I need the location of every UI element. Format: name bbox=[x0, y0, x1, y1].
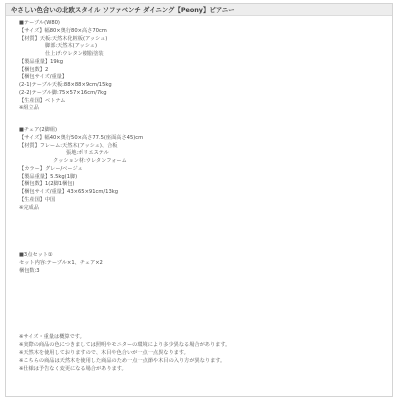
spec-line: 【材質】天板:天然木化粧板(アッシュ) bbox=[19, 35, 108, 42]
spec-line: ※組立品 bbox=[19, 105, 39, 112]
note-line: ※実際の商品の色につきましては照明やモニターの環境により多少異なる場合があります。 bbox=[19, 341, 231, 348]
spec-line: 梱包数:3 bbox=[19, 267, 40, 274]
spec-line: 脚部:天然木(アッシュ) bbox=[45, 43, 98, 50]
spec-line: 【梱包サイズ/重量】43×65×91cm/13kg bbox=[19, 189, 119, 195]
spec-line: 仕上げ:ウレタン樹脂塗装 bbox=[45, 51, 104, 57]
spec-line: ■テーブル(W80) bbox=[19, 20, 60, 26]
spec-line: 【生産国】中国 bbox=[19, 196, 56, 203]
spec-line: ■チェア(2脚組) bbox=[19, 127, 58, 133]
spec-line: 【サイズ】幅80×奥行80×高さ70cm bbox=[19, 27, 107, 34]
set-spec-section bbox=[19, 252, 103, 275]
spec-line: セット内容:テーブル×1、チェア×2 bbox=[19, 259, 103, 266]
spec-line: 【サイズ】幅40×奥行50×高さ77.5(座面高さ45)cm bbox=[19, 134, 144, 141]
spec-line: 【生産国】ベトナム bbox=[19, 97, 66, 104]
spec-line: (2-2)テーブル脚:75×57×16cm/7kg bbox=[19, 89, 107, 96]
spec-line: (2-1)テーブル天板:88×88×9cm/15kg bbox=[19, 82, 112, 88]
notes-section bbox=[19, 334, 230, 373]
note-line: ※サイズ・重量は概算です。 bbox=[19, 334, 85, 340]
spec-line: ※完成品 bbox=[19, 204, 39, 211]
spec-line: 張地:ポリエステル bbox=[66, 150, 109, 157]
table-spec-section bbox=[19, 20, 112, 113]
spec-line: 【梱包数】1(2脚1梱包) bbox=[19, 181, 75, 188]
spec-line: 【材質】フレーム:天然木(アッシュ)、合板 bbox=[19, 142, 118, 149]
spec-line: 【梱包数】2 bbox=[19, 66, 49, 73]
spec-line: 【梱包サイズ/重量】 bbox=[19, 74, 68, 81]
spec-line: クッション材:ウレタンフォーム bbox=[53, 158, 127, 164]
spec-line: 【製品重量】5.5kg(1脚) bbox=[19, 173, 78, 180]
note-line: ※天然木を使用しておりますので、木目や色合いが一点一点異なります。 bbox=[19, 349, 189, 356]
chair-spec-section bbox=[19, 127, 143, 212]
note-line: ※仕様は予告なく変更になる場合があります。 bbox=[19, 365, 127, 372]
spec-line: 【カラー】グレー/ベージュ bbox=[19, 165, 83, 172]
spec-line: ■3点セット① bbox=[19, 252, 53, 258]
spec-line: 【製品重量】19kg bbox=[19, 58, 64, 65]
note-line: ※こちらの商品は天然木を使用した商品のため一点一点節や木目の入り方が異なります。 bbox=[19, 357, 226, 364]
product-title: やさしい色合いの北欧スタイル ソファベンチ ダイニング【Peony】ピアニー bbox=[11, 6, 235, 14]
